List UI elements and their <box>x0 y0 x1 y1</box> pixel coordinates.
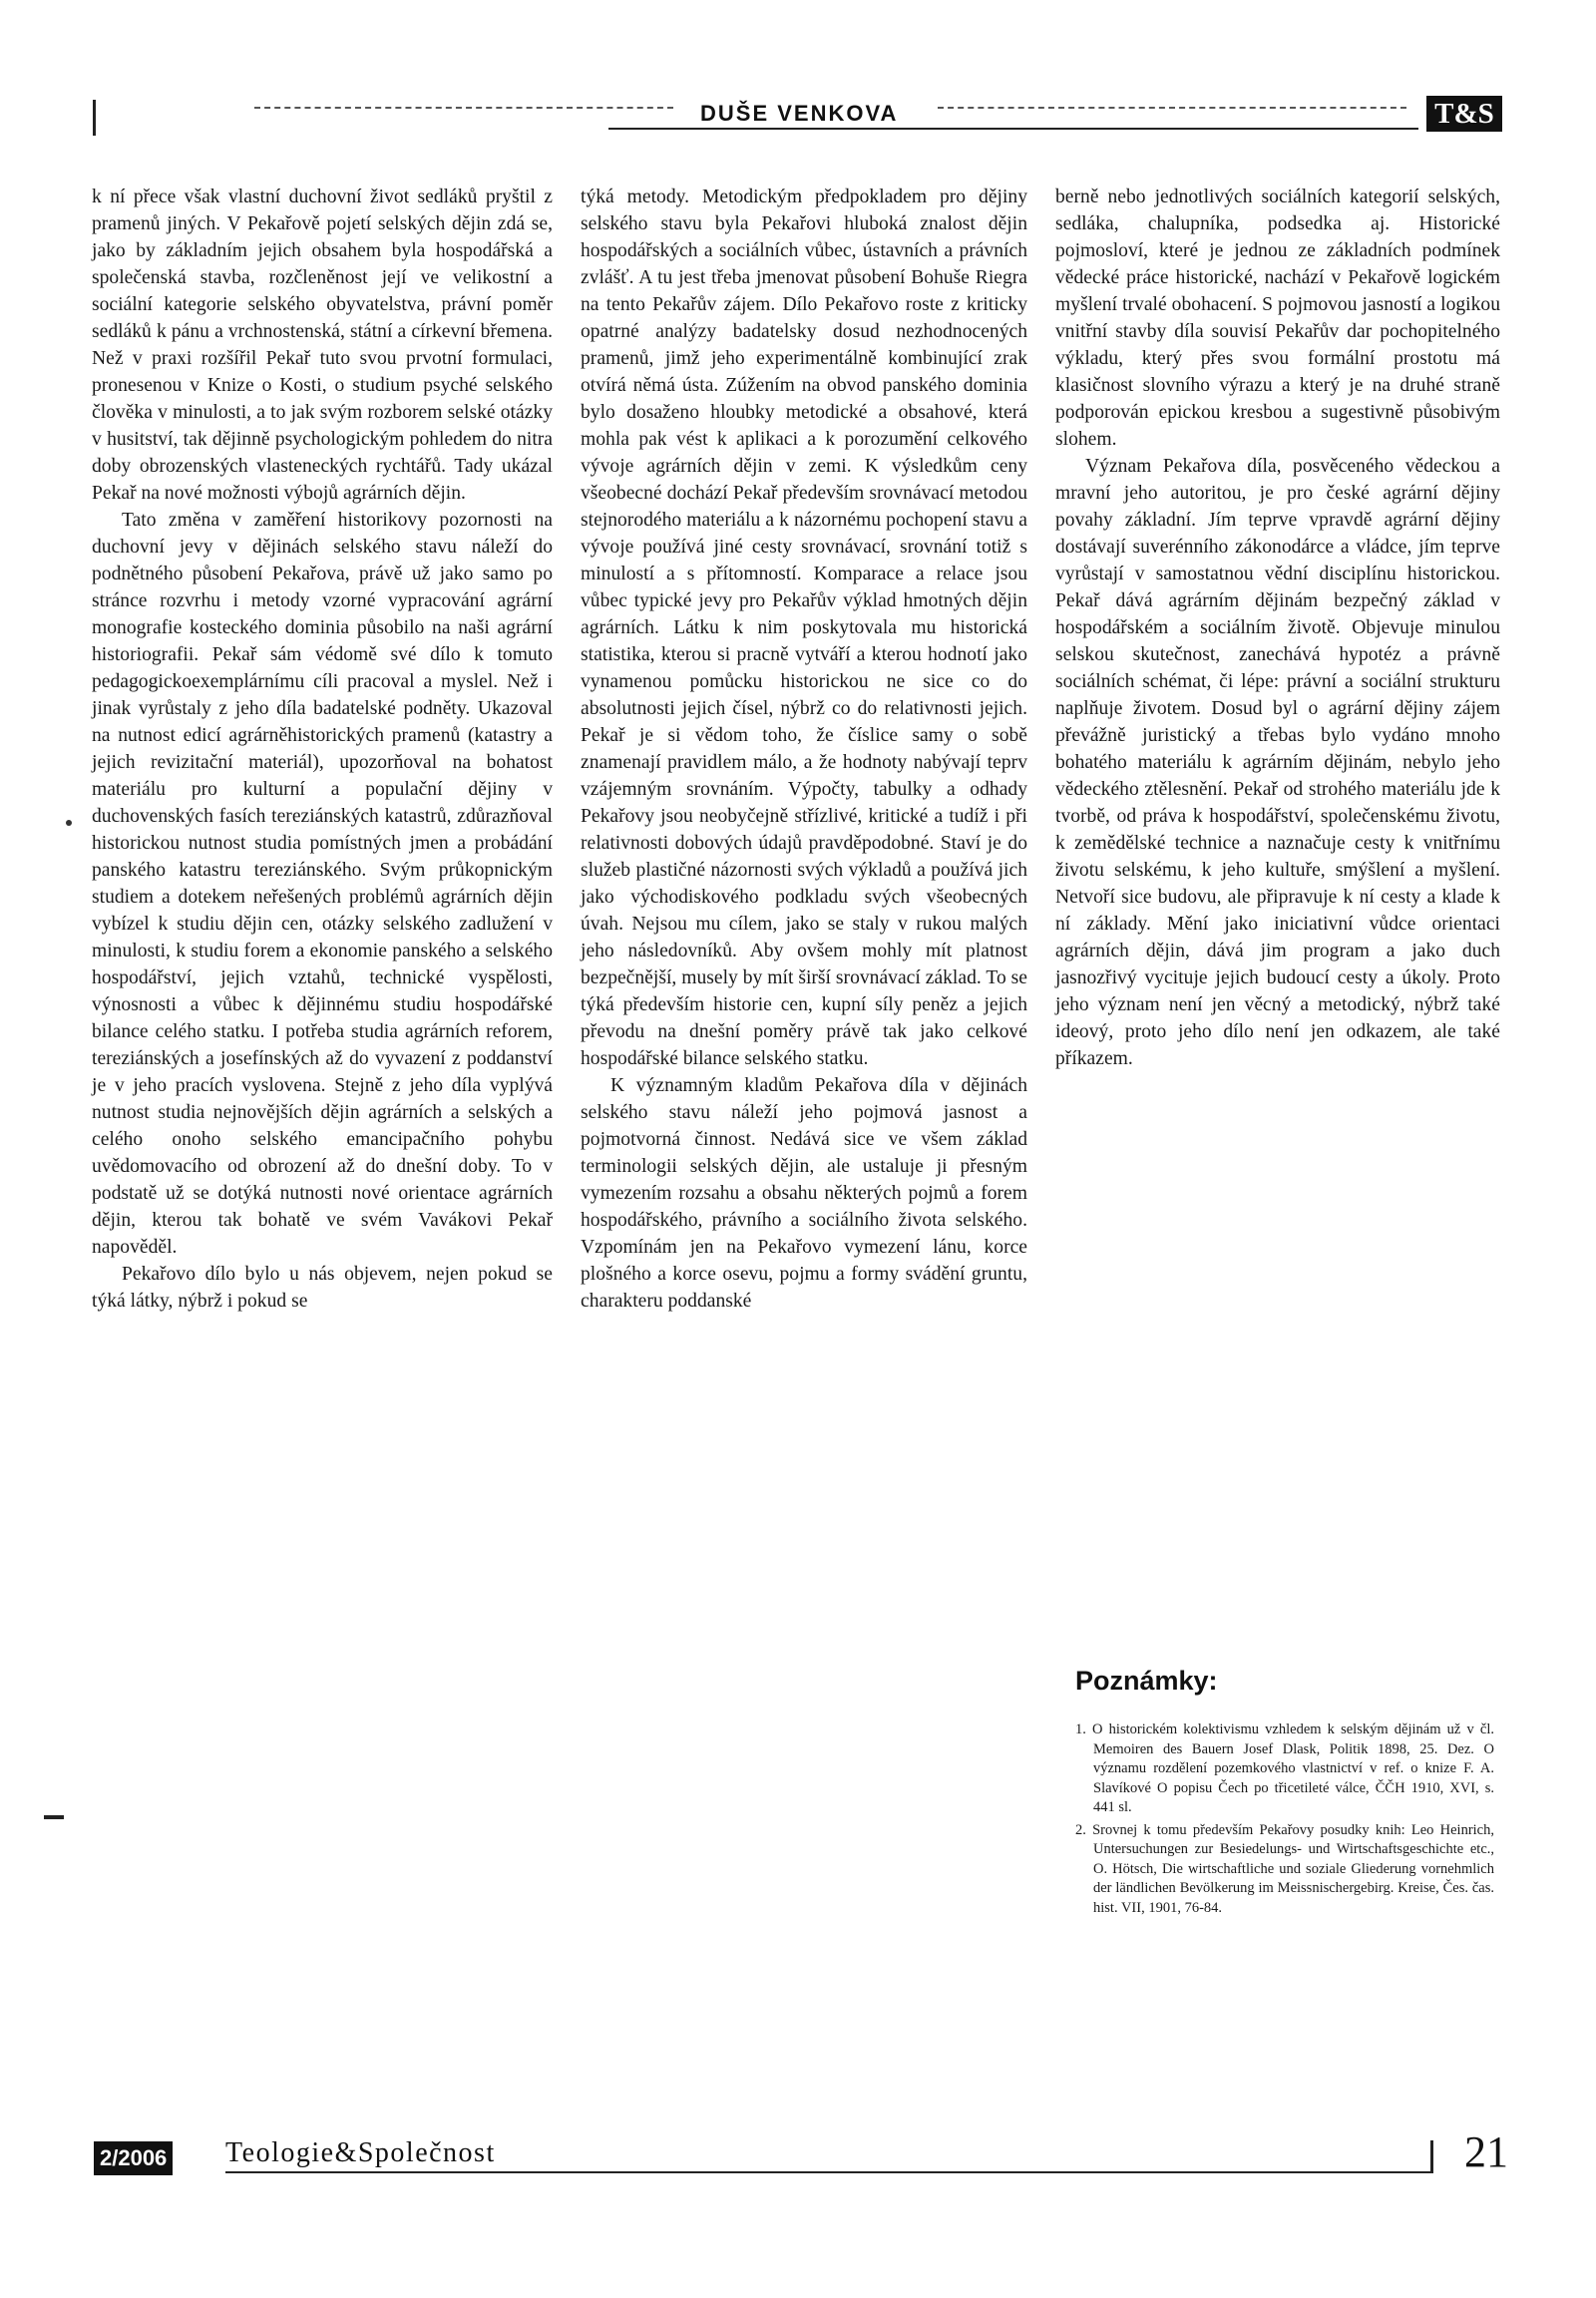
header-left-mark <box>93 100 96 136</box>
text-column-3 <box>1055 184 1500 1072</box>
text-column-1 <box>92 184 553 1315</box>
text-column-2 <box>581 184 1027 1315</box>
margin-dash-mark <box>44 1815 64 1819</box>
issue-badge: 2/2006 <box>94 2141 173 2175</box>
footer-end-mark <box>1430 2140 1433 2173</box>
footnotes <box>1075 1721 1494 1921</box>
margin-dot-mark <box>66 820 72 826</box>
journal-logo: T&S <box>1426 96 1502 132</box>
header-rule <box>608 128 1418 130</box>
footnote: 1. O historickém kolektivismu vzhledem k selským dějinám už v čl. Memoiren des Bauern Josef Dlask, Politik 1898, 25. Dez. O významu rozdělení pozemkového vlastnictví v ref. o knize F. A. Slavíkové O popisu Čech po třicetileté válce, ČČH 1910, XVI, s. 441 sl. <box>1075 1722 1494 1815</box>
paragraph: k ní přece však vlastní duchovní život sedláků pryštil z pramenů jiných. V Pekařově pojetí selských dějin zdá se, jako by základním jejich obsahem byla hospodářská a společenská stavba, rozčleněnost její ve velikostní a sociální kategorie selského obyvatelstva, právní poměr sedláků k pánu a vrchnostenská, státní a církevní břemena. Než v praxi rozšířil Pekař tuto svou prvotní formulaci, pronesenou v Knize o Kosti, o studium psyché selského člověka v minulosti, a to jak svým rozborem selské otázky v husitství, tak dějinně psychologickým pohledem do nitra doby obrozenských vlasteneckých rychtářů. Tady ukázal Pekař na nové možnosti výbojů agrárních dějin. <box>92 187 553 504</box>
section-title: DUŠE VENKOVA <box>692 101 906 127</box>
paragraph: K významným kladům Pekařova díla v dějinách selského stavu náleží jeho pojmová jasnost a pojmotvorná činnost. Nedává sice ve všem základ terminologii selských dějin, ale ustaluje ji přesným vymezením rozsahu a obsahu některých pojmů a forem hospodářského, právního a sociálního života selského. Vzpomínám jen na Pekařovo vymezení lánu, korce plošného a korce osevu, pojmu a formy svádění gruntu, charakteru poddanské <box>581 1075 1027 1312</box>
notes-heading: Poznámky: <box>1075 1666 1218 1696</box>
paragraph: Tato změna v zaměření historikovy pozornosti na duchovní jevy v dějinách selského stavu náleží do podnětného působení Pekařova, právě už jako samo po stránce rozvrhu i metody vzorné vypracování agrární monografie kosteckého dominia působilo na naši agrární historiografii. Pekař sám védomě své dílo k tomuto pedagogickoexemplárnímu cíli pracoval a myslel. Než i jinak vyrůstaly z jeho díla badatelské podněty. Ukazoval na nutnost edicí agrárněhistorických pramenů (katastry a jejich revizitační materiál), upozorňoval na bohatost materiálu pro kulturní a populační dějiny v duchovenských fasích tereziánských katastrů, zdůrazňoval historickou nutnost studia pomístných jmen a probádání panského katastru tereziánského. Svým průkopnickým studiem a dotekem neřešených problémů agrárních dějin vybízel k studiu dějin cen, otázky selského zadlužení v minulosti, k studiu forem a ekonomie panského a selského hospodářství, jejich vztahů, technické vyspělosti, výnosnosti a vůbec k dějinnému studiu hospodářské bilance celého statku. I potřeba studia agrárních reforem, tereziánských a josefínských až do vyvazení z poddanství je v jeho pracích vyslovena. Stejně z jeho díla vyplývá nutnost studia nejnovějších dějin agrárních a selských a celého onoho selského emancipačního pohybu uvědomovacího od obrození až do dnešní doby. To v podstatě už se dotýká nutnosti nové orientace agrárních dějin, kterou tak bohatě ve svém Vavákovi Pekař napověděl. <box>92 510 553 1258</box>
paragraph: Význam Pekařova díla, posvěceného vědeckou a mravní jeho autoritou, je pro české agrární dějiny povahy základní. Jím teprve vpravdě agrární dějiny dostávají suverénního zákonodárce a vládce, jím teprve vyrůstají v samostatnou vědní disciplínu historickou. Pekař dává agrárním dějinám bezpečný základ v hospodářském a sociálním životě. Objevuje minulou selskou skutečnost, zanechává hypotéz a právně sociálních schémat, či lépe: právní a sociální strukturu naplňuje životem. Dosud byl o agrární dějiny zájem převážně juristický a třebas bylo vydáno mnoho bohatého materiálu k agrárním dějinám, nebylo jeho vědeckého ztělesnění. Pekař od strohého materiálu jde k tvorbě, od práva k hospodářství, společenskému životu, k zemědělské technice a naznačuje cesty k vnitřnímu životu selskému, k jeho kultuře, smýšlení a myšlení. Netvoří sice budovu, ale připravuje k ní cesty a klade k ní základy. Mění jako iniciativní vůdce orientaci agrárních dějin, dává jim program a jako duch jasnozřivý vycituje jejich budoucí cesty a úkoly. Proto jeho význam není jen věcný a metodický, nýbrž také ideový, proto jeho dílo není jen odkazem, ale také příkazem. <box>1055 456 1500 1069</box>
paragraph: týká metody. Metodickým předpokladem pro dějiny selského stavu byla Pekařovi hluboká znalost dějin hospodářských a sociálních vůbec, ústavních a právních zvlášť. A tu jest třeba jmenovat působení Bohuše Riegra na tento Pekařův zájem. Dílo Pekařovo roste z kriticky opatrné analýzy badatelsky dosud nezhodnocených pramenů, jimž jeho experimentálně kombinující zrak otvírá němá ústa. Zúžením na obvod panského dominia bylo dosaženo hloubky metodické a obsahové, která mohla pak vést k aplikaci a k porozumění celkového vývoje agrárních dějin v zemi. K výsledkům ceny všeobecné dochází Pekař především srovnávací metodou stejnorodého materiálu a k názornému pochopení stavu a vývoje používá jiné cesty srovnávací, srovnání totiž s minulostí a s přítomností. Komparace a relace jsou vůbec typické jevy pro Pekařův výklad hmotných dějin agrárních. Látku k nim poskytovala mu historická statistika, kterou si pracně vytváří a kterou hodnotí jako vynamenou pomůcku historickou ne sice co do absolutnosti jejich čísel, nýbrž co do relativnosti jejich. Pekař je si vědom toho, že číslice samy o sobě znamenají pravidlem málo, a že hodnoty nabývají teprv vzájemným srovnáním. Výpočty, tabulky a odhady Pekařovy jsou neobyčejně střízlivé, kritické a tudíž i při relativnosti dobových údajů pravděpodobné. Staví je do služeb plastičné názornosti svých výkladů a používá jich jako východiskového podkladu svých všeobecných úvah. Nejsou mu cílem, jako se staly v rukou malých jeho následovníků. Aby ovšem mohly mít platnost bezpečnější, musely by mít širší srovnávací základ. To se týká především historie cen, kupní síly peněz a jejich převodu na dnešní poměry právě tak jako celkové hospodářské bilance selského statku. <box>581 187 1027 1069</box>
header-dashed-rule <box>254 107 673 109</box>
footer-rule <box>225 2171 1430 2173</box>
paragraph: Pekařovo dílo bylo u nás objevem, nejen pokud se týká látky, nýbrž i pokud se <box>92 1264 553 1312</box>
journal-name: Teologie&Společnost <box>225 2137 496 2168</box>
header-dashed-rule-right <box>938 107 1406 109</box>
footnote: 2. Srovnej k tomu především Pekařovy posudky knih: Leo Heinrich, Untersuchungen zur Besiedelungs- und Wirtschaftsgeschichte etc., O. Hötsch, Die wirtschaftliche und soziale Gliederung vornehmlich der ländlichen Bevölkerung im Meissnischergebirg. Kreise, Čes. čas. hist. VII, 1901, 76-84. <box>1075 1821 1494 1916</box>
paragraph: berně nebo jednotlivých sociálních kategorií selských, sedláka, chalupníka, podsedka aj. Historické pojmosloví, které je jednou ze základních podmínek vědecké práce historické, nachází v Pekařově logickém myšlení trvalé obohacení. S pojmovou jasností a logikou vnitřní stavby díla souvisí Pekařův dar pochopitelného výkladu, který přes svou formální prostotu má klasičnost slovního výrazu a který je na druhé straně podporován epickou kresbou a sugestivně působivým slohem. <box>1055 187 1500 450</box>
page-number: 21 <box>1464 2127 1508 2176</box>
